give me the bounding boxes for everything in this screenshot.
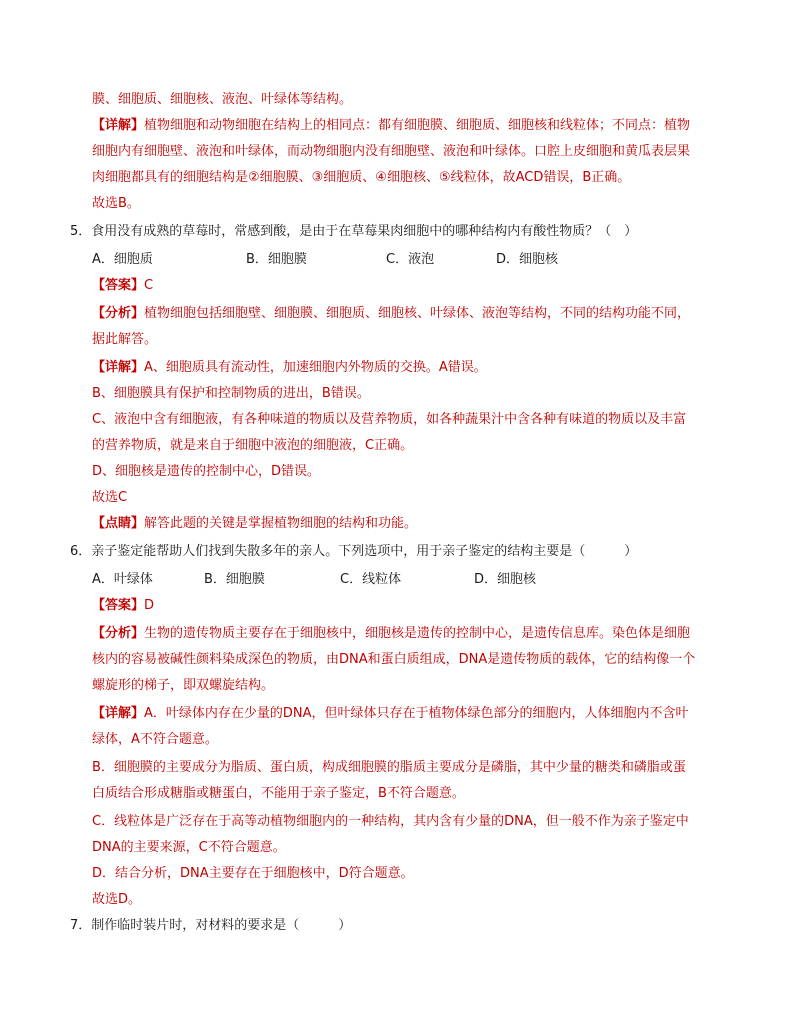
text-line: 膜、细胞质、细胞核、液泡、叶绿体等结构。 (92, 92, 353, 107)
text-span: 植物细胞包括细胞壁、细胞膜、细胞质、细胞核、叶绿体、液泡等结构，不同的结构功能不同， (144, 306, 691, 321)
text-line: 绿体，A不符合题意。 (92, 732, 218, 747)
q6-analysis (92, 624, 690, 644)
q5-pointer (92, 514, 417, 534)
text-line: C、液泡中含有细胞液，有各种味道的物质以及营养物质，如各种蔬果汁中含各种有味道的物质以及丰富 (92, 412, 687, 427)
q5-option-a: A．细胞质 (92, 252, 153, 267)
text-line: 肉细胞都具有的细胞结构是②细胞膜、③细胞质、④细胞核、⑤线粒体，故ACD错误，B正确。 (92, 170, 631, 185)
text-line: DNA的主要来源，C不符合题意。 (92, 840, 286, 855)
text-line: B．细胞膜的主要成分为脂质、蛋白质，构成细胞膜的脂质主要成分是磷脂，其中少量的糖类和磷脂或蛋 (92, 760, 686, 775)
q5-analysis (92, 304, 690, 324)
question-6: 6．亲子鉴定能帮助人们找到失散多年的亲人。下列选项中，用于亲子鉴定的结构主要是（ ） (70, 544, 638, 559)
analysis-label: 【分析】 (92, 306, 145, 321)
q6-option-a: A．叶绿体 (92, 572, 153, 587)
q6-answer (92, 596, 154, 616)
text-line: D．结合分析，DNA主要存在于细胞核中，D符合题意。 (92, 866, 414, 881)
text-span: A．叶绿体内存在少量的DNA，但叶绿体只存在于植物体绿色部分的细胞内，人体细胞内不含叶 (144, 706, 689, 721)
q5-answer (92, 276, 153, 296)
text-line: 的营养物质，就是来自于细胞中液泡的细胞液，C正确。 (92, 438, 414, 453)
text-line: 细胞内有细胞壁、液泡和叶绿体，而动物细胞内没有细胞壁、液泡和叶绿体。口腔上皮细胞和黄瓜表层果 (92, 144, 691, 159)
question-5: 5．食用没有成熟的草莓时，常感到酸，是由于在草莓果肉细胞中的哪种结构内有酸性物质？（ ） (70, 224, 638, 239)
text-line: B、细胞膜具有保护和控制物质的进出，B错误。 (92, 386, 370, 401)
text-line: 故选D。 (92, 892, 142, 907)
text-line: 故选B。 (92, 196, 140, 211)
text-line: C．线粒体是广泛存在于高等动植物细胞内的一种结构，其内含有少量的DNA，但一般不作为亲子鉴定中 (92, 814, 689, 829)
answer-label: 【答案】 (92, 598, 145, 613)
q5-option-d: D．细胞核 (496, 252, 559, 267)
answer-value: C (144, 278, 154, 293)
text-line: D、细胞核是遗传的控制中心，D错误。 (92, 464, 321, 479)
q6-option-b: B．细胞膜 (204, 572, 265, 587)
text-line: 故选C (92, 490, 128, 505)
detail-label: 【详解】 (92, 360, 145, 375)
text-line: 白质结合形成糖脂或糖蛋白，不能用于亲子鉴定，B不符合题意。 (92, 786, 465, 801)
answer-label: 【答案】 (92, 278, 145, 293)
text-line: 核内的容易被碱性颜料染成深色的物质，由DNA和蛋白质组成，DNA是遗传物质的载体，它的结构像一个 (92, 652, 696, 667)
q6-detail (92, 704, 689, 724)
detail-paragraph (92, 116, 690, 136)
text-line: 据此解答。 (92, 332, 158, 347)
q5-option-b: B．细胞膜 (246, 252, 307, 267)
text-span: 解答此题的关键是掌握植物细胞的结构和功能。 (144, 516, 418, 531)
q6-option-d: D．细胞核 (474, 572, 537, 587)
text-span: 植物细胞和动物细胞在结构上的相同点：都有细胞膜、细胞质、细胞核和线粒体；不同点：植物 (144, 118, 691, 133)
q6-option-c: C．线粒体 (340, 572, 402, 587)
pointer-label: 【点睛】 (92, 516, 145, 531)
answer-value: D (144, 598, 155, 613)
q5-option-c: C．液泡 (386, 252, 435, 267)
detail-label: 【详解】 (92, 118, 145, 133)
question-7: 7．制作临时装片时，对材料的要求是（ ） (70, 918, 352, 933)
text-span: 生物的遗传物质主要存在于细胞核中，细胞核是遗传的控制中心，是遗传信息库。染色体是细胞 (144, 626, 691, 641)
analysis-label: 【分析】 (92, 626, 145, 641)
q5-detail (92, 358, 487, 378)
text-span: A、细胞质具有流动性，加速细胞内外物质的交换。A错误。 (144, 360, 487, 375)
text-line: 螺旋形的梯子，即双螺旋结构。 (92, 678, 275, 693)
detail-label: 【详解】 (92, 706, 145, 721)
